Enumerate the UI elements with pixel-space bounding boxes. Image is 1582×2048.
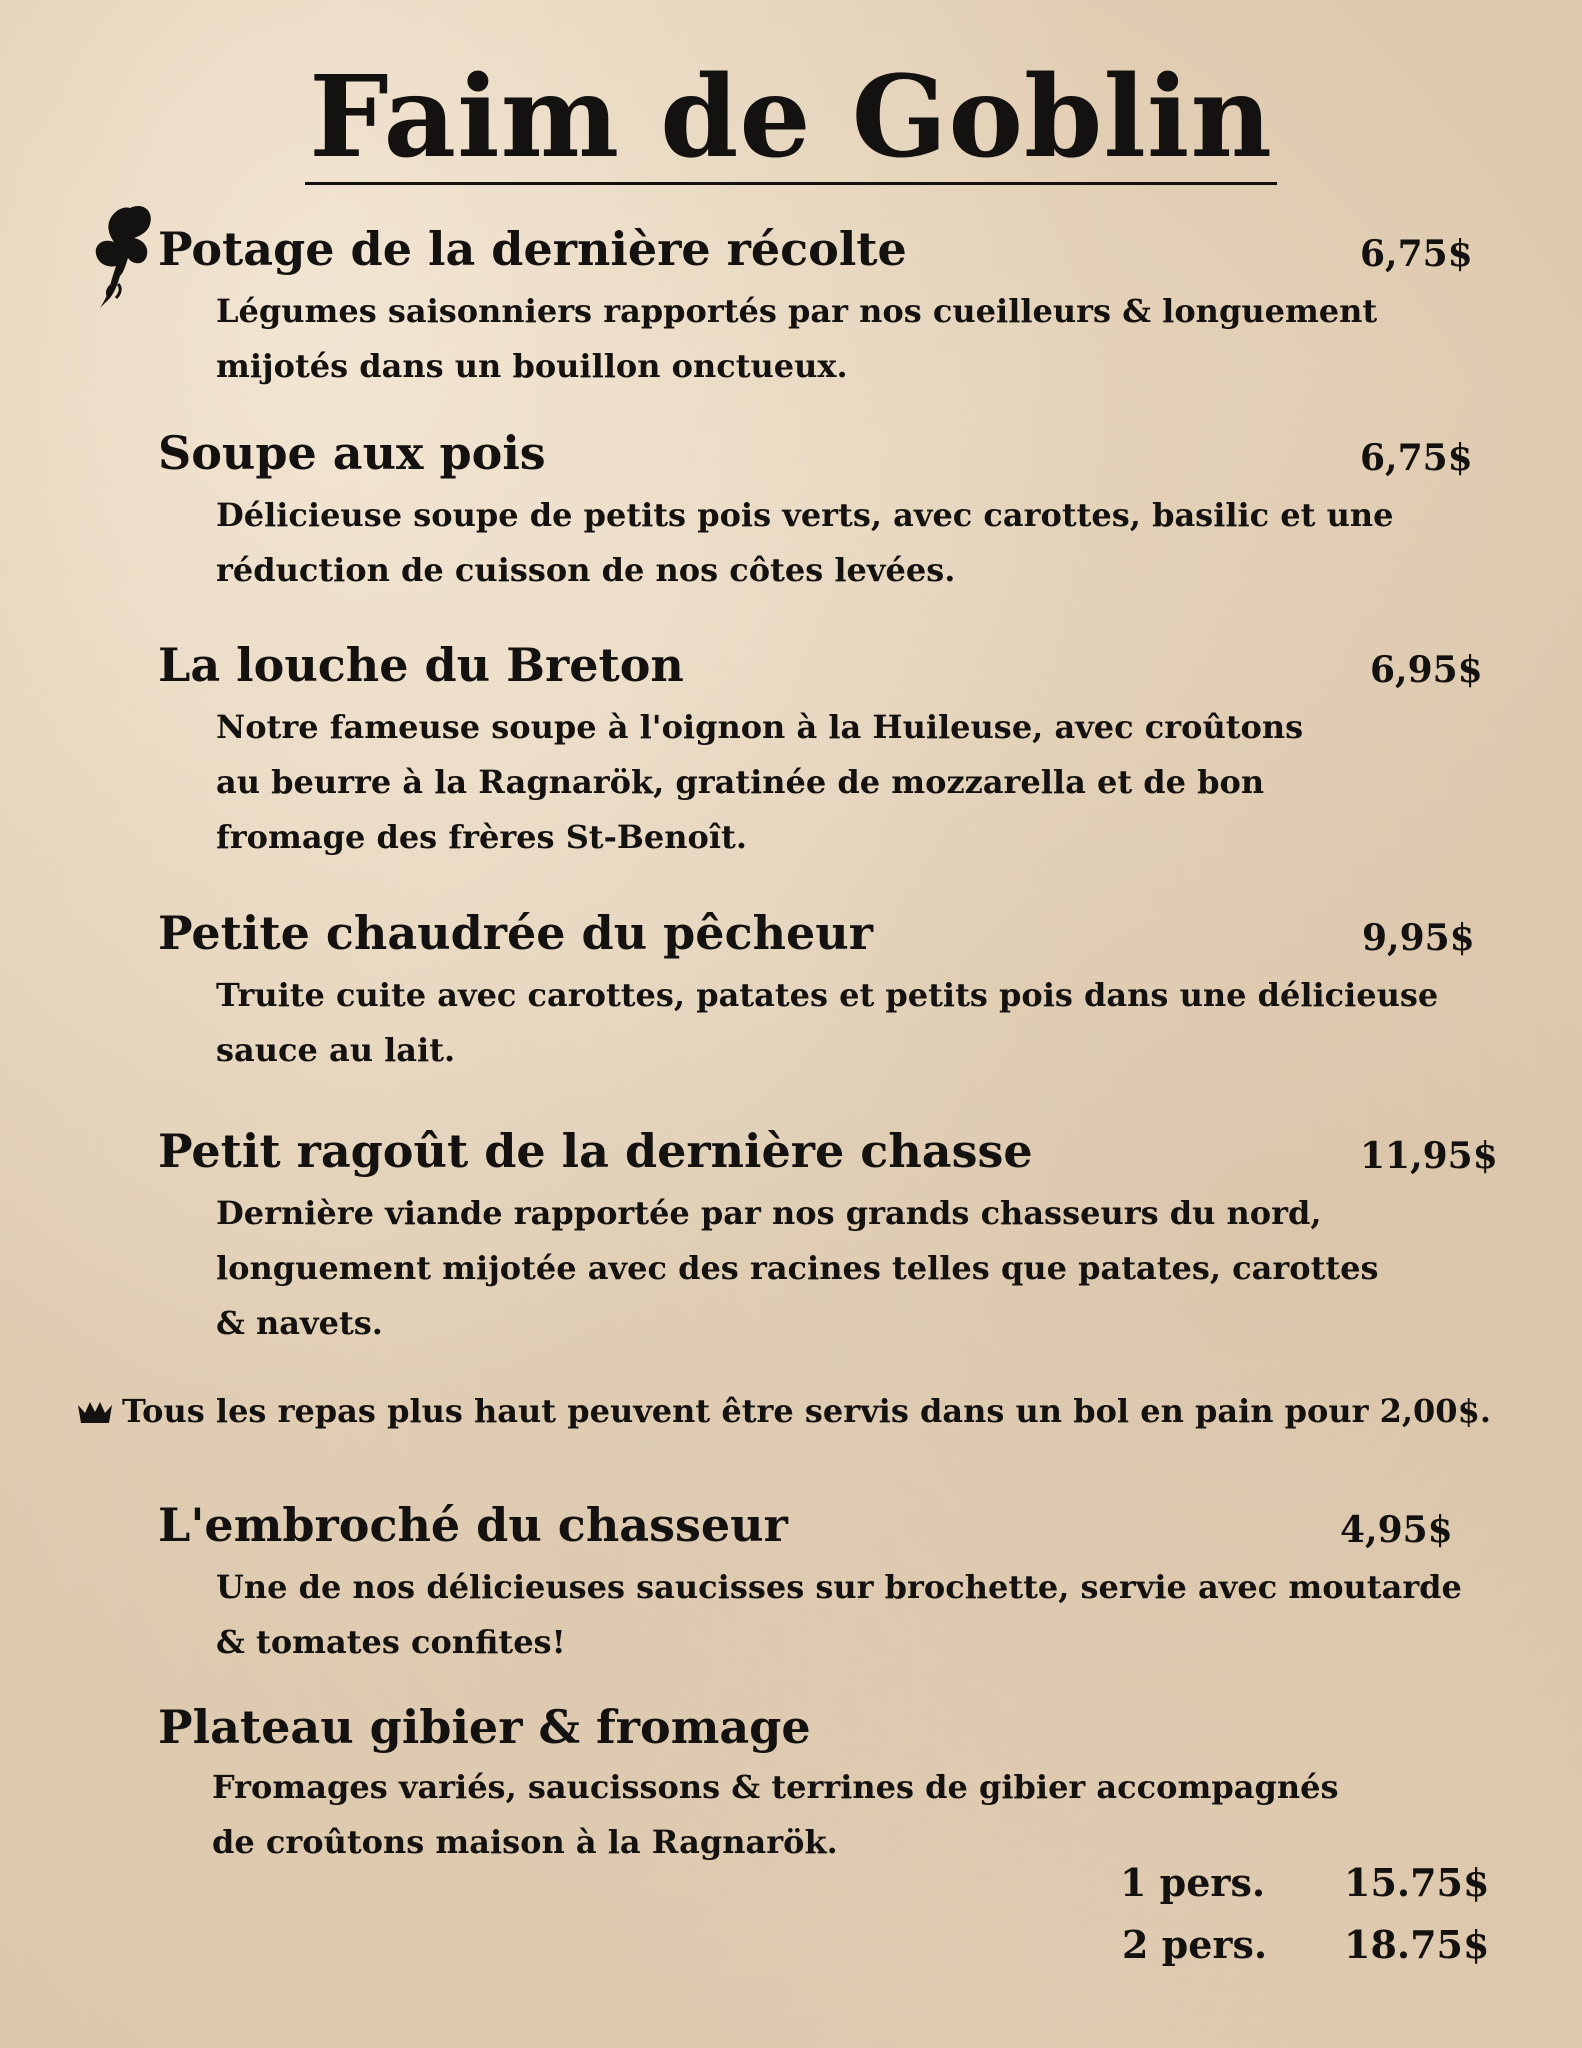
- portion-label: 2 pers.: [1122, 1922, 1268, 1967]
- item-price: 6,75$: [1360, 437, 1473, 479]
- portion-price: 18.75$: [1344, 1922, 1490, 1967]
- description-line: mijotés dans un bouillon onctueux.: [216, 347, 848, 385]
- description-line: longuement mijotée avec des racines telles que patates, carottes: [216, 1249, 1379, 1287]
- item-price: 9,95$: [1362, 917, 1475, 959]
- item-description: [212, 1760, 1338, 1870]
- description-line: Fromages variés, saucissons & terrines de gibier accompagnés: [212, 1768, 1339, 1806]
- item-description: [216, 700, 1303, 865]
- description-line: Une de nos délicieuses saucisses sur brochette, servie avec moutarde: [216, 1568, 1462, 1606]
- description-line: Truite cuite avec carottes, patates et petits pois dans une délicieuse: [216, 976, 1439, 1014]
- description-line: fromage des frères St-Benoît.: [216, 818, 747, 856]
- item-name: Plateau gibier & fromage: [158, 1700, 811, 1754]
- menu-title: Faim de Goblin: [305, 62, 1277, 185]
- description-line: & tomates confites!: [216, 1623, 566, 1661]
- item-name: Soupe aux pois: [158, 426, 546, 480]
- item-price: 6,75$: [1360, 233, 1473, 275]
- portion-price: 15.75$: [1344, 1860, 1490, 1905]
- item-description: [216, 968, 1438, 1078]
- description-line: Délicieuse soupe de petits pois verts, avec carottes, basilic et une: [216, 496, 1394, 534]
- portion-label: 1 pers.: [1120, 1860, 1266, 1905]
- description-line: Légumes saisonniers rapportés par nos cueilleurs & longuement: [216, 292, 1378, 330]
- description-line: Notre fameuse soupe à l'oignon à la Huileuse, avec croûtons: [216, 708, 1304, 746]
- item-name: La louche du Breton: [158, 638, 684, 692]
- crown-icon: [76, 1399, 114, 1425]
- description-line: & navets.: [216, 1304, 383, 1342]
- item-price: 11,95$: [1360, 1135, 1498, 1177]
- item-name: Potage de la dernière récolte: [158, 222, 907, 276]
- description-line: de croûtons maison à la Ragnarök.: [212, 1823, 838, 1861]
- item-description: [216, 1560, 1462, 1670]
- item-name: Petite chaudrée du pêcheur: [158, 906, 873, 960]
- item-description: [216, 488, 1393, 598]
- item-description: [216, 1186, 1379, 1351]
- item-description: [216, 284, 1377, 394]
- description-line: réduction de cuisson de nos côtes levées.: [216, 551, 956, 589]
- note-text: Tous les repas plus haut peuvent être servis dans un bol en pain pour 2,00$.: [122, 1392, 1491, 1430]
- fairy-silhouette-icon: [90, 202, 160, 310]
- item-name: Petit ragoût de la dernière chasse: [158, 1124, 1033, 1178]
- bread-bowl-note: [76, 1392, 1491, 1430]
- description-line: au beurre à la Ragnarök, gratinée de mozzarella et de bon: [216, 763, 1265, 801]
- item-price: 4,95$: [1340, 1509, 1453, 1551]
- menu-title-wrap: [0, 52, 1582, 185]
- description-line: Dernière viande rapportée par nos grands chasseurs du nord,: [216, 1194, 1322, 1232]
- description-line: sauce au lait.: [216, 1031, 456, 1069]
- item-name: L'embroché du chasseur: [158, 1498, 788, 1552]
- item-price: 6,95$: [1370, 649, 1483, 691]
